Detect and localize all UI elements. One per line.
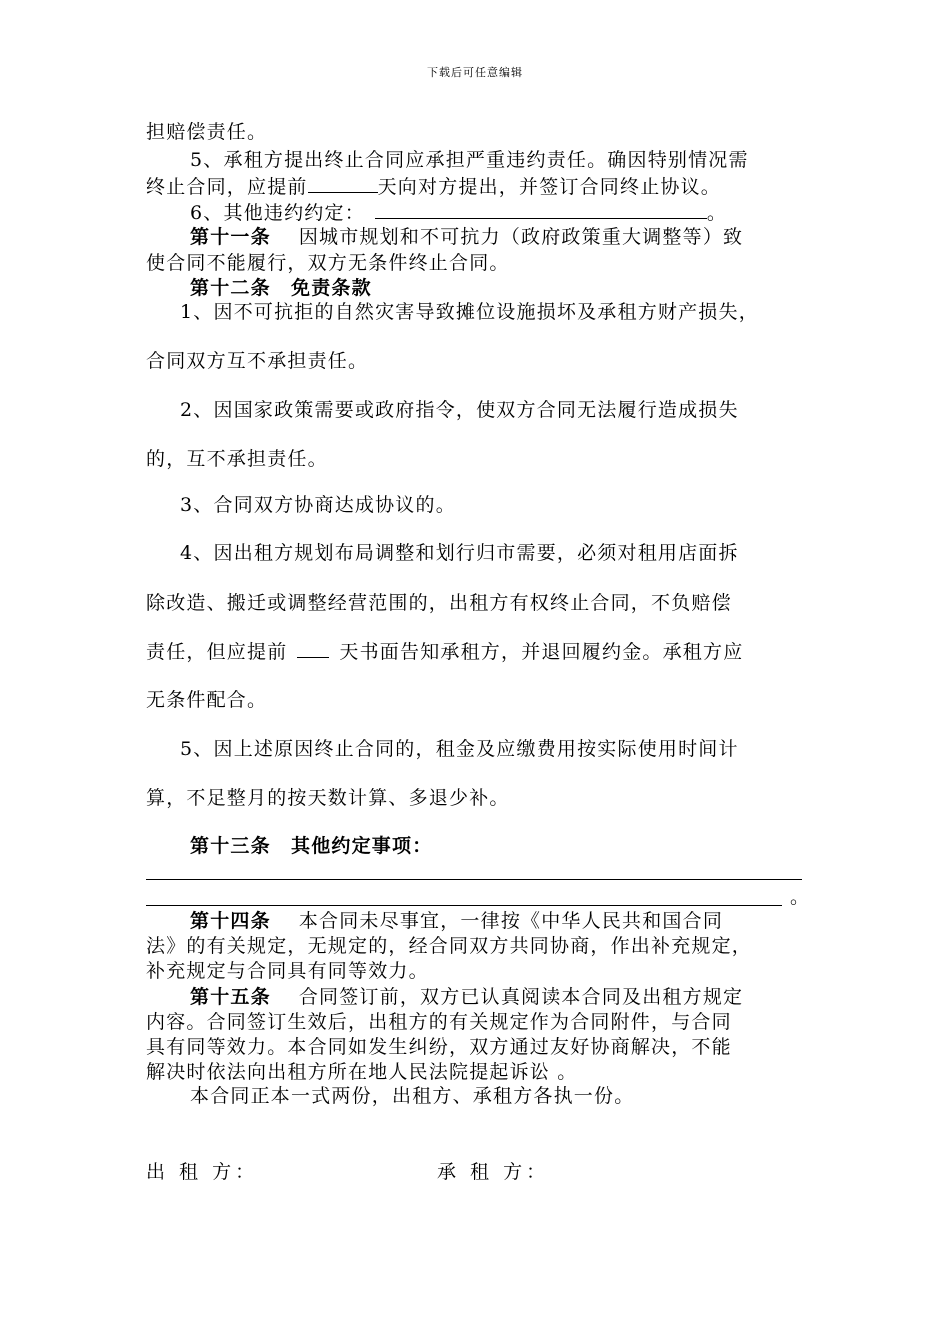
article-title: 第十五条 [190, 986, 271, 1008]
text-line: 3、合同双方协商达成协议的。 [180, 494, 456, 516]
article-text: 因城市规划和不可抗力（政府政策重大调整等）致 [298, 226, 744, 248]
text-line [146, 174, 721, 199]
blank-field [375, 200, 707, 219]
text-line: 无条件配合。 [146, 689, 268, 711]
text-line: 除改造、搬迁或调整经营范围的，出租方有权终止合同，不负赔偿 [146, 592, 732, 614]
text-line: 补充规定与合同具有同等效力。 [146, 960, 429, 982]
text-line: 本合同正本一式两份，出租方、承租方各执一份。 [190, 1085, 635, 1107]
article-title: 第十一条 [190, 226, 271, 248]
article-14 [190, 909, 723, 933]
lessor-signature-label: 出 租 方： [146, 1161, 259, 1183]
article-11 [190, 225, 743, 249]
text-line: 5、因上述原因终止合同的，租金及应缴费用按实际使用时间计 [180, 738, 739, 760]
text-line: 担赔偿责任。 [146, 121, 268, 143]
article-12-title: 第十二条 免责条款 [190, 277, 372, 299]
lessee-signature-label: 承 租 方： [437, 1161, 550, 1183]
blank-field [308, 174, 378, 193]
text-line: 1、因不可抗拒的自然灾害导致摊位设施损坏及承租方财产损失， [180, 301, 759, 323]
text-line: 2、因国家政策需要或政府指令，使双方合同无法履行造成损失 [180, 399, 739, 421]
text-line: 算，不足整月的按天数计算、多退少补。 [146, 787, 510, 809]
text-line: 使合同不能履行，双方无条件终止合同。 [146, 252, 510, 274]
text-fragment: 终止合同，应提前 [146, 176, 308, 198]
text-line: 具有同等效力。本合同如发生纠纷，双方通过友好协商解决，不能 [146, 1036, 732, 1058]
article-text: 合同签订前，双方已认真阅读本合同及出租方规定 [298, 986, 744, 1008]
text-fragment: 6、其他违约约定： [190, 202, 365, 224]
text-fragment: 。 [790, 886, 811, 908]
blank-line [146, 879, 802, 880]
article-title: 第十四条 [190, 910, 271, 932]
text-fragment: 。 [706, 202, 728, 224]
article-text: 本合同未尽事宜，一律按《中华人民共和国合同 [298, 910, 724, 932]
article-15 [190, 985, 743, 1009]
text-line: 法》的有关规定，无规定的，经合同双方共同协商，作出补充规定， [146, 935, 753, 957]
text-fragment: 天书面告知承租方，并退回履约金。承租方应 [339, 641, 744, 663]
text-fragment: 责任，但应提前 [146, 641, 288, 663]
text-line: 解决时依法向出租方所在地人民法院提起诉讼 。 [146, 1061, 578, 1083]
article-13-title: 第十三条 其他约定事项： [190, 835, 433, 857]
blank-line [146, 905, 782, 906]
text-line: 5、承租方提出终止合同应承担严重违约责任。确因特别情况需 [190, 149, 749, 171]
text-fragment: 天向对方提出，并签订合同终止协议。 [377, 176, 722, 198]
blank-field [297, 639, 329, 658]
text-line: 的，互不承担责任。 [146, 448, 328, 470]
text-line [146, 639, 743, 664]
page-header: 下载后可任意编辑 [427, 66, 523, 79]
text-line: 合同双方互不承担责任。 [146, 350, 369, 372]
text-line [190, 200, 727, 225]
text-line: 内容。合同签订生效后，出租方的有关规定作为合同附件，与合同 [146, 1011, 732, 1033]
text-line: 4、因出租方规划布局调整和划行归市需要，必须对租用店面拆 [180, 542, 739, 564]
